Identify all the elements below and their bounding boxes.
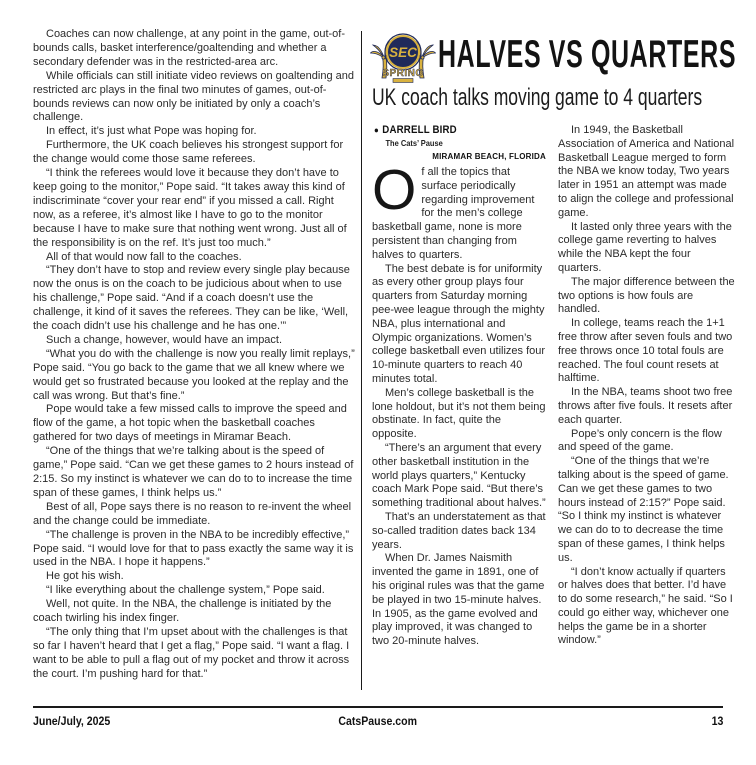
paragraph: In 1949, the Basketball Association of America and National Basketball League merged to form the NBA we know today, Two years later in 1951 an attempt was made to align the college and professional game. [558, 124, 735, 219]
article-column-1-paragraphs [372, 263, 546, 649]
paragraph: In effect, it’s just what Pope was hoping for. [46, 125, 257, 138]
paragraph: In the NBA, teams shoot two free throws after five fouls. It resets after each quarter. [558, 386, 733, 426]
byline-publication: The Cats’ Pause [385, 138, 443, 148]
byline-bullet-icon: ● [374, 124, 379, 135]
paragraph: “They don’t have to stop and review every single play because now the onus is on the coach to be judicious about when to use his challenge,” Pope said. “And if a coach doesn’t use the challenge, it kind of it saves the referees. They can be like, ‘Well, the coach didn’t use his challenge and he has one.’” [33, 264, 350, 333]
footer-page-number: 13 [711, 714, 723, 728]
paragraph: “I like everything about the challenge system,” Pope said. [46, 584, 325, 597]
dateline: MIRAMAR BEACH, FLORIDA [432, 152, 546, 161]
paragraph: All of that would now fall to the coaches. [46, 250, 242, 263]
footer-site-label: CatsPause.com [338, 714, 418, 728]
paragraph: “The only thing that I’m upset about with the challenges is that so far I haven’t heard that I get a flag,” Pope said. “I want a flag. I want to be able to pull a flag out of my pocket and throw it across the court. I’m pushing hard for that.” [33, 625, 350, 680]
paragraph: While officials can still initiate video reviews on goaltending and restricted arc plays in the final two minutes of games, out-of-bounds reviews can now only be initiated by only a coach’s challenge. [33, 69, 354, 124]
paragraph: Best of all, Pope says there is no reason to re-invent the wheel and the change could be immediate. [33, 500, 352, 527]
sec-spring-logo-icon [370, 30, 436, 91]
logo-meetings-bar [393, 79, 413, 83]
footer-rule [33, 706, 723, 708]
article-subhead: UK coach talks moving game to 4 quarters [372, 84, 703, 111]
paragraph: Men’s college basketball is the lone holdout, but it’s not them being obstinate. In fact, quite the opposite. [372, 386, 546, 441]
paragraph: “One of the things that we’re talking about is the speed of game,” Pope said. “Can we get these games to 2 hours instead of 2:15. So my instinct is whatever we can do to to increase the time span of these games, I think helps us.” [33, 445, 354, 499]
byline [374, 124, 457, 148]
byline-author: DARRELL BIRD [382, 124, 457, 136]
paragraph: The best debate is for uniformity as every other group plays four quarters from Saturday morning pee-wee league through the mighty NBA, plus international and Olympic organizations. Women’s college basketball even utilizes four 10-minute quarters to reach 40 minutes total. [372, 262, 546, 385]
paragraph: He got his wish. [46, 570, 124, 583]
paragraph: It lasted only three years with the college game reverting to halves while the NBA kept the four quarters. [558, 220, 732, 274]
paragraph: Such a change, however, would have an impact. [46, 333, 283, 346]
logo-sec-text: SEC [389, 45, 417, 60]
paragraph: In college, teams reach the 1+1 free throw after seven fouls and two free throws once 10 total fouls are reached. The foul count resets at halftime. [558, 317, 733, 385]
article-column-2 [558, 124, 735, 648]
paragraph: When Dr. James Naismith invented the game in 1891, one of his original rules was that the game be played in two 15-minute halves. In 1905, as the game evolved and play improved, it was changed to two 20-minute halves. [372, 552, 545, 648]
lead-paragraph-text: f all the topics that surface periodically regarding improvement for the men’s college basketball game, none is more persistent than changing from halves to quarters. [372, 166, 535, 261]
vertical-divider [361, 31, 362, 690]
paragraph: Coaches can now challenge, at any point in the game, out-of-bounds calls, basket interference/goaltending and whether a secondary defender was in the restricted-area arc. [33, 28, 346, 68]
paragraph: “One of the things that we’re talking about is the speed of game. Can we get these games to two hours instead of 2:15?” Pope said. “So I think my instinct is whatever we can do to to decrease the time span of these games, I think helps us. [558, 455, 729, 564]
paragraph: “There’s an argument that every other basketball institution in the world plays quarters,” Kentucky coach Mark Pope said. “But there’s something traditional about halves.” [372, 441, 546, 510]
drop-cap: O [372, 158, 417, 222]
paragraph: Well, not quite. In the NBA, the challenge is initiated by the coach twirling his index finger. [33, 598, 332, 625]
article-column-1 [372, 158, 546, 649]
paragraph: Pope’s only concern is the flow and speed of the game. [558, 427, 722, 454]
lead-paragraph [372, 158, 546, 263]
paragraph: “What you do with the challenge is now you really limit replays,” Pope said. “You go back to the game that we all knew where we would get so frustrated because you looked at the replay and the call was wrong. But that’s fine.” [33, 347, 355, 402]
footer-site [0, 714, 756, 728]
paragraph: Pope would take a few missed calls to improve the speed and flow of the game, a hot topic when the basketball coaches gathered for two days of meetings in Miramar Beach. [33, 403, 347, 444]
left-column [33, 28, 356, 682]
paragraph: “I don’t know actually if quarters or halves does that better. I’d have to do some research,” he said. “So I could go either way, whichever one helps the game be in a shorter window.” [558, 565, 733, 647]
paragraph: The major difference between the two options is how fouls are handled. [558, 275, 735, 316]
footer-issue-date: June/July, 2025 [33, 714, 111, 728]
logo-spring-text: SPRING [382, 68, 424, 79]
article-headline: HALVES VS QUARTERS [438, 33, 737, 76]
paragraph: That’s an understatement as that so-called tradition dates back 134 years. [372, 510, 546, 551]
sec-spring-logo-svg [370, 30, 436, 86]
paragraph: “The challenge is proven in the NBA to be incredibly effective,” Pope said. “I would love for that to pass exactly the same way it is used in the NBA. I hope it happens.” [33, 528, 354, 569]
paragraph: Furthermore, the UK coach believes his strongest support for the change would come those same referees. [33, 139, 344, 166]
paragraph: “I think the referees would love it because they don’t have to keep going to the monitor,” Pope said. “It takes away this kind of indiscriminate “cover your rear end” if you missed a call. Right now, as a referee, it’s almost like I have to go to the monitor because I have to make sure that nothing went wrong. Just all of the responsibility is on the ref. It’s just too much.” [33, 167, 347, 249]
